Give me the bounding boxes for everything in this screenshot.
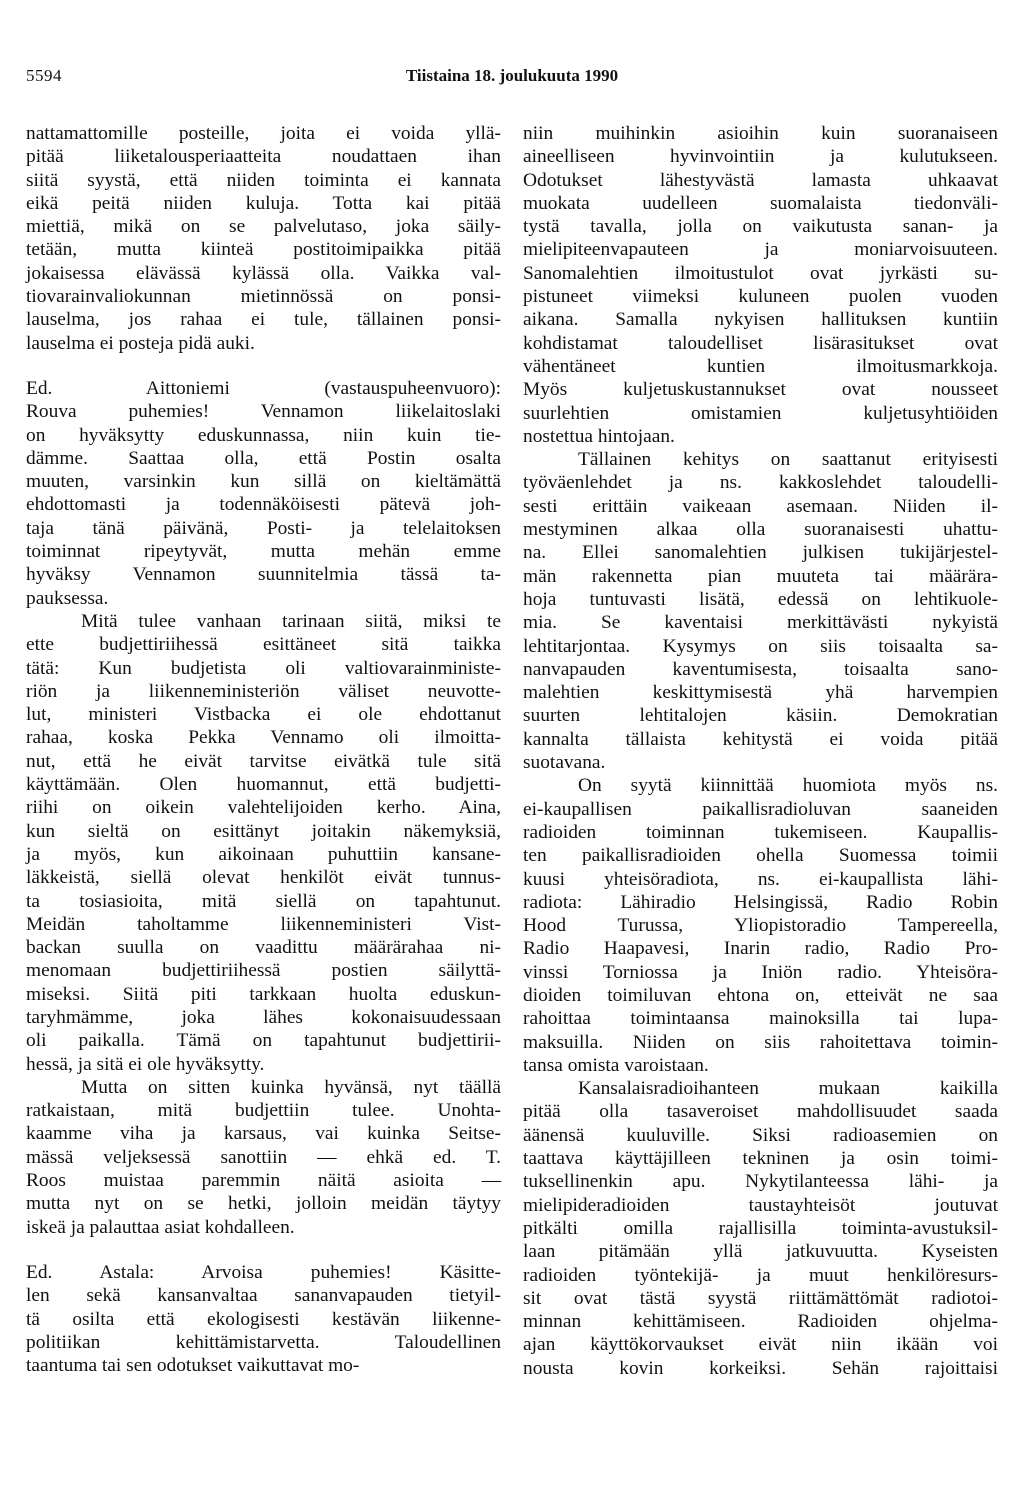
text-line: mielipideradioiden taustayhteisöt joutuvat <box>523 1194 998 1216</box>
text-line: hessä, ja sitä ei ole hyväksytty. <box>26 1053 265 1075</box>
right-column <box>523 122 998 1380</box>
text-line: radioiden toiminnan tukemiseen. Kaupallis- <box>523 821 998 843</box>
text-line: Ed. Aittoniemi (vastauspuheenvuoro): <box>26 377 501 399</box>
text-line: minnan kehittämiseen. Radioiden ohjelma- <box>523 1311 998 1333</box>
text-line: muokata uudelleen suomalaista tiedonväli- <box>523 192 998 214</box>
text-line: nousta kovin korkeiksi. Sehän rajoittaisi <box>523 1357 998 1379</box>
page-number: 5594 <box>26 66 62 85</box>
text-line: hyväksy Vennamon suunnitelmia tässä ta- <box>26 564 501 586</box>
text-line: Rouva puhemies! Vennamon liikelaitoslaki <box>26 401 501 423</box>
text-line: ten paikallisradioiden ohella Suomessa toimii <box>523 845 998 867</box>
page-header <box>26 66 998 90</box>
text-line: aikana. Samalla nykyisen hallituksen kuntiin <box>523 309 998 331</box>
text-line: tystä tavalla, jolla on vaikutusta sanan- ja <box>523 216 998 238</box>
text-line: Mitä tulee vanhaan tarinaan siitä, miksi te <box>81 610 501 632</box>
text-line: nut, että he eivät tarvitse eivätkä tule sitä <box>26 750 501 772</box>
text-line: aineelliseen hyvinvointiin ja kulutukseen. <box>523 146 998 168</box>
text-line: niin muihinkin asioihin kuin suoranaiseen <box>523 123 998 144</box>
text-line: mielipiteenvapauteen ja moniarvoisuuteen. <box>523 239 998 261</box>
text-line: na. Ellei sanomalehtien julkisen tukijärjestel- <box>523 542 998 564</box>
text-line: ei-kaupallisen paikallisradioluvan saaneiden <box>523 798 998 820</box>
text-line: riihi on oikein valehtelijoiden kerho. Aina, <box>26 797 501 819</box>
text-line: tätä: Kun budjetista oli valtiovarainministe- <box>26 657 501 679</box>
text-line: miseksi. Siitä piti tarkkaan huolta eduskun- <box>26 983 501 1005</box>
text-line: suurten lehtitalojen käsiin. Demokratian <box>523 705 998 727</box>
text-line: Radio Haapavesi, Inarin radio, Radio Pro- <box>523 938 998 960</box>
text-line: tansa omista varoistaan. <box>523 1054 709 1076</box>
text-line: dämme. Saattaa olla, että Postin osalta <box>26 447 501 469</box>
text-line: tetään, mutta kiinteä postitoimipaikka pitää <box>26 239 501 261</box>
text-line: hoja tuntuvasti lisätä, edessä on lehtikuole- <box>523 588 998 610</box>
text-line: Ed. Astala: Arvoisa puhemies! Käsitte- <box>26 1261 501 1283</box>
text-line: pitää olla tasaveroiset mahdollisuudet saada <box>523 1101 998 1123</box>
text-line: menomaan budjettiriihessä postien säilyttä- <box>26 960 501 982</box>
text-line: mestyminen alkaa olla suoranaisesti uhattu- <box>523 519 998 541</box>
text-line: Roos muistaa paremmin näitä asioita — <box>26 1170 501 1192</box>
text-line: suotavana. <box>523 752 606 774</box>
text-line: radiota: Lähiradio Helsingissä, Radio Robin <box>523 891 998 913</box>
text-line: työväenlehdet ja ns. kakkoslehdet taloudelli- <box>523 472 998 494</box>
text-line: tä osilta että ekologisesti kestävän liikenne- <box>26 1308 501 1330</box>
text-line: Sanomalehtien ilmoitustulot ovat jyrkästi su- <box>523 262 998 284</box>
text-line: len sekä kansanvaltaa sananvapauden tietyil- <box>26 1285 501 1307</box>
text-line: ja myös, kun aikoinaan puhuttiin kansane- <box>26 843 501 865</box>
text-line: eikä peitä niiden kuluja. Totta kai pitää <box>26 192 501 214</box>
text-line: riön ja liikenneministeriön väliset neuvotte- <box>26 680 501 702</box>
text-line: radioiden työntekijä- ja muut henkilöresurs- <box>523 1264 998 1286</box>
text-line: vähentäneet kuntien ilmoitusmarkkoja. <box>523 355 998 377</box>
text-line: rahaa, koska Pekka Vennamo oli ilmoitta- <box>26 727 501 749</box>
text-line: iskeä ja palauttaa asiat kohdalleen. <box>26 1216 295 1238</box>
text-line: sit ovat tästä syystä riittämättömät radiotoi- <box>523 1287 998 1309</box>
text-line: lehtitarjontaa. Kysymys on siis toisaalta sa- <box>523 635 998 657</box>
left-column <box>26 122 501 1377</box>
text-line: taattava käyttäjilleen tekninen ja osin toimi- <box>523 1148 998 1170</box>
text-line: ehdottomasti ja todennäköisesti pätevä joh- <box>26 494 501 516</box>
text-line: lauselma, jos rahaa ei tule, tällainen ponsi- <box>26 309 501 331</box>
text-line: dioiden toimiluvan ehtona on, etteivät ne saa <box>523 984 998 1006</box>
text-line: Odotukset lähestyvästä lamasta uhkaavat <box>523 169 998 191</box>
paragraph-gap <box>26 1239 501 1261</box>
text-line: ette budjettiriihessä esittäneet sitä taikka <box>26 634 501 656</box>
text-line: taja tänä päivänä, Posti- ja telelaitoksen <box>26 517 501 539</box>
text-line: Kansalaisradioihanteen mukaan kaikilla <box>578 1078 998 1100</box>
text-line: mutta nyt on se hetki, jolloin meidän täytyy <box>26 1193 501 1215</box>
text-line: kohdistamat taloudelliset lisärasitukset ovat <box>523 332 998 354</box>
text-line: muuten, varsinkin kun sillä on kieltämättä <box>26 471 501 493</box>
text-line: lut, ministeri Vistbacka ei ole ehdottanut <box>26 704 501 726</box>
text-line: ratkaistaan, mitä budjettiin tulee. Unohta- <box>26 1100 501 1122</box>
text-line: mia. Se kaventaisi merkittävästi nykyistä <box>523 612 998 634</box>
text-line: suurlehtien omistamien kuljetusyhtiöiden <box>523 402 998 424</box>
text-line: sesti erittäin vaikeaan asemaan. Niiden il- <box>523 495 998 517</box>
text-line: tuksellinenkin apu. Nykytilanteessa lähi- ja <box>523 1171 998 1193</box>
text-line: pauksessa. <box>26 587 109 609</box>
text-line: ta tosiasioita, mitä siellä on tapahtunut. <box>26 890 501 912</box>
text-line: toiminnat ripeytyvät, mutta mehän emme <box>26 541 501 563</box>
text-line: kuusi yhteisöradiota, ns. ei-kaupallista lähi- <box>523 868 998 890</box>
text-line: siitä syystä, että niiden toiminta ei kannata <box>26 169 501 191</box>
text-line: Myös kuljetuskustannukset ovat nousseet <box>523 379 998 401</box>
text-line: pitää liiketalousperiaatteita noudattaen ihan <box>26 146 501 168</box>
text-line: vinssi Torniossa ja Iniön radio. Yhteisöra- <box>523 961 998 983</box>
text-line: mässä veljeksessä sanottiin — ehkä ed. T. <box>26 1146 501 1168</box>
text-line: läkkeistä, siellä olevat henkilöt eivät tunnus- <box>26 867 501 889</box>
text-line: kannalta tällaista kehitystä ei voida pitää <box>523 728 998 750</box>
text-line: on hyväksytty eduskunnassa, niin kuin tie- <box>26 424 501 446</box>
text-line: backan suulla on vaadittu määrärahaa ni- <box>26 937 501 959</box>
text-line: käyttämään. Olen huomannut, että budjetti- <box>26 774 501 796</box>
text-line: Meidän taholtamme liikenneministeri Vist- <box>26 913 501 935</box>
text-line: pistuneet viimeksi kuluneen puolen vuoden <box>523 286 998 308</box>
text-line: kun sieltä on esittänyt joitakin näkemyksiä, <box>26 820 501 842</box>
text-line: Mutta on sitten kuinka hyvänsä, nyt täällä <box>81 1076 501 1098</box>
text-line: äänensä kuuluville. Siksi radioasemien on <box>523 1124 998 1146</box>
text-line: laan pitämään yllä jatkuvuutta. Kyseisten <box>523 1241 998 1263</box>
text-line: rahoittaa toimintaansa mainoksilla tai lupa- <box>523 1008 998 1030</box>
text-line: politiikan kehittämistarvetta. Taloudellinen <box>26 1331 501 1353</box>
text-line: nanvapauden kaventumisesta, toisaalta sano- <box>523 658 998 680</box>
text-line: ajan käyttökorvaukset eivät niin ikään voi <box>523 1334 998 1356</box>
text-line: män rakennetta pian muuteta tai määrära- <box>523 565 998 587</box>
page-date: Tiistaina 18. joulukuuta 1990 <box>405 66 619 85</box>
text-line: nattamattomille posteille, joita ei voida yllä- <box>26 123 501 144</box>
text-line: On syytä kiinnittää huomiota myös ns. <box>578 775 998 797</box>
text-line: Tällainen kehitys on saattanut erityisesti <box>578 449 998 471</box>
paragraph-gap <box>26 355 501 377</box>
text-line: oli paikalla. Tämä on tapahtunut budjettirii- <box>26 1030 501 1052</box>
text-line: lauselma ei posteja pidä auki. <box>26 332 255 354</box>
text-line: nostettua hintojaan. <box>523 425 675 447</box>
text-line: malehtien keskittymisestä yhä harvempien <box>523 682 998 704</box>
text-line: Hood Turussa, Yliopistoradio Tampereella, <box>523 915 998 937</box>
text-line: kaamme viha ja karsaus, vai kuinka Seitse- <box>26 1123 501 1145</box>
text-line: jokaisessa elävässä kylässä olla. Vaikka val- <box>26 262 501 284</box>
text-line: miettiä, mikä on se palvelutaso, joka säily- <box>26 216 501 238</box>
text-line: maksuilla. Niiden on siis rahoitettava toimin- <box>523 1031 998 1053</box>
text-line: taantuma tai sen odotukset vaikuttavat mo- <box>26 1355 360 1377</box>
text-line: pitkälti omilla rajallisilla toiminta-avustuksil- <box>523 1217 998 1239</box>
text-line: tiovarainvaliokunnan mietinnössä on ponsi- <box>26 286 501 308</box>
text-line: taryhmämme, joka lähes kokonaisuudessaan <box>26 1006 501 1028</box>
